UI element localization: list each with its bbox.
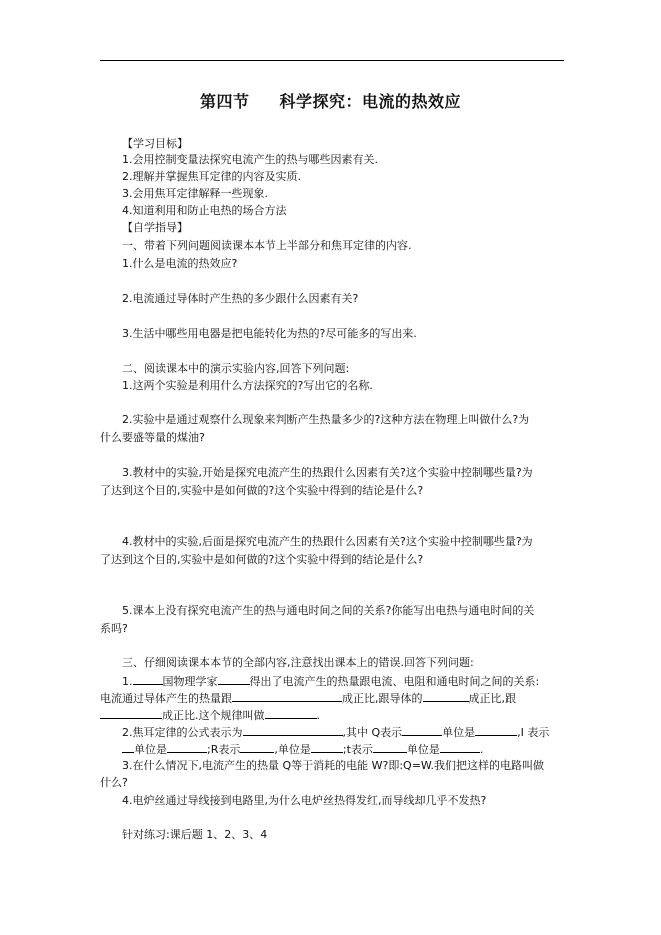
- objective-item: 1.会用控制变量法探究电流产生的热与哪些因素有关.: [122, 153, 378, 166]
- practice-note: 针对练习:课后题 1、2、3、4: [122, 828, 268, 841]
- blank-field[interactable]: [243, 724, 343, 736]
- blank-field[interactable]: [311, 741, 343, 753]
- guide-heading: 【自学指导】: [122, 221, 188, 234]
- blank-field[interactable]: [218, 673, 250, 685]
- part1-question: 1.什么是电流的热效应?: [122, 257, 238, 270]
- part2-question: 3.教材中的实验,开始是探究电流产生的热跟什么因素有关?这个实验中控制哪些量?为: [122, 466, 533, 479]
- blank-field[interactable]: [440, 741, 480, 753]
- part3-question-cont: 什么?: [100, 776, 128, 789]
- fill-line: 成正比.这个规律叫做 .: [100, 707, 320, 723]
- fill-line: 1. 国物理学家 得出了电流产生的热量跟电流、电阻和通电时间之间的关系:: [122, 675, 540, 688]
- fill-line: 2.焦耳定律的公式表示为 ,其中 Q表示 单位是 ,I 表示: [122, 726, 550, 739]
- part2-question: 5.课本上没有探究电流产生的热与通电时间之间的关系?你能写出电热与通电时间的关: [122, 604, 535, 617]
- part2-question-cont: 了达到这个目的,实验中是如何做的?这个实验中得到的结论是什么?: [100, 553, 424, 566]
- top-rule: [100, 60, 564, 61]
- blank-field[interactable]: [133, 673, 163, 685]
- page-title: [0, 89, 661, 112]
- part2-intro: 二、阅读课本中的演示实验内容,回答下列问题:: [122, 362, 350, 375]
- part2-question: 1.这两个实验是利用什么方法探究的?写出它的名称.: [122, 379, 373, 392]
- part3-question: 4.电炉丝通过导线接到电路里,为什么电炉丝热得发红,而导线却几乎不发热?: [122, 794, 487, 807]
- part2-question: 4.教材中的实验,后面是探究电流产生的热跟什么因素有关?这个实验中控制哪些量?为: [122, 535, 533, 548]
- objectives-heading: 【学习目标】: [122, 137, 188, 150]
- blank-field[interactable]: [232, 690, 342, 702]
- fill-line: 单位是 ;R表示 ,单位是 ;t表示 单位是 .: [122, 741, 483, 757]
- section-title: 科学探究：电流的热效应: [279, 92, 462, 111]
- part3-intro: 三、仔细阅读课本本节的全部内容,注意找出课本上的错误.回答下列问题:: [122, 656, 474, 669]
- blank-field[interactable]: [240, 741, 274, 753]
- blank-field[interactable]: [167, 741, 207, 753]
- part2-question-cont: 系吗?: [100, 622, 128, 635]
- objective-item: 2.理解并掌握焦耳定律的内容及实质.: [122, 170, 301, 183]
- part1-intro: 一、带着下列问题阅读课本本节上半部分和焦耳定律的内容.: [122, 239, 412, 252]
- fill-line: 电流通过导体产生的热量跟 成正比,跟导体的 成正比,跟: [100, 692, 516, 705]
- blank-field[interactable]: [423, 690, 469, 702]
- objective-item: 4.知道利用和防止电热的场合方法: [122, 204, 287, 217]
- part2-question: 2.实验中是通过观察什么现象来判断产生热量多少的?这种方法在物理上叫做什么?为: [122, 413, 530, 426]
- part3-question: 3.在什么情况下,电流产生的热量 Q等于消耗的电能 W?即:Q=W.我们把这样的电路叫做: [122, 759, 545, 772]
- blank-field[interactable]: [122, 741, 134, 753]
- blank-field[interactable]: [373, 741, 407, 753]
- section-number: 第四节: [199, 92, 250, 111]
- blank-field[interactable]: [402, 724, 442, 736]
- blank-field[interactable]: [265, 707, 317, 719]
- objective-item: 3.会用焦耳定律解释一些现象.: [122, 187, 268, 200]
- part2-question-cont: 了达到这个目的,实验中是如何做的?这个实验中得到的结论是什么?: [100, 484, 424, 497]
- blank-field[interactable]: [100, 707, 162, 719]
- part2-question-cont: 什么要盛等量的煤油?: [100, 431, 205, 444]
- part1-question: 3.生活中哪些用电器是把电能转化为热的?尽可能多的写出来.: [122, 327, 417, 340]
- part1-question: 2.电流通过导体时产生热的多少跟什么因素有关?: [122, 292, 359, 305]
- blank-field[interactable]: [475, 724, 517, 736]
